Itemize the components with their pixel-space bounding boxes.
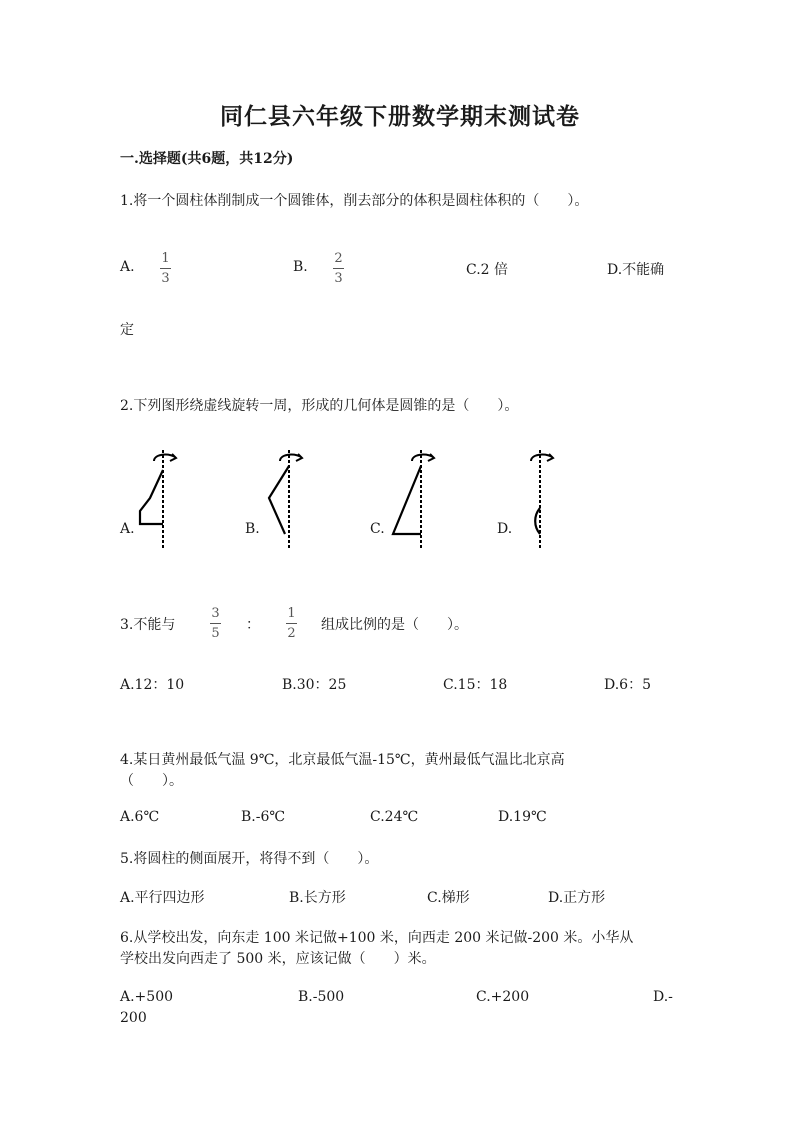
q1-option-b-fraction (333, 252, 344, 285)
q1-option-a-fraction (160, 252, 171, 285)
q3-colon: ： (246, 617, 260, 633)
q6-option-d-wrap: 200 (120, 1010, 147, 1026)
q4-option-b: B.-6℃ (241, 809, 286, 825)
q1-option-d: D.不能确 (607, 262, 665, 278)
q3-option-b: B.30：25 (282, 677, 347, 693)
fraction-numerator: 3 (211, 606, 220, 621)
question-3-stem-pre: 3.不能与 (120, 617, 176, 633)
q5-option-a: A.平行四边形 (120, 890, 205, 906)
question-1-stem: 1.将一个圆柱体削制成一个圆锥体，削去部分的体积是圆柱体积的（ ）。 (120, 193, 589, 209)
fraction-denominator: 5 (211, 626, 220, 641)
q6-option-d: D.- (653, 989, 673, 1005)
fraction-bar (160, 268, 171, 269)
fraction-denominator: 3 (161, 271, 170, 286)
question-6-stem-line1: 6.从学校出发，向东走 100 米记做+100 米，向西走 200 米记做-200 米。小华从 (120, 930, 634, 946)
shape-outline (393, 466, 421, 534)
q3-option-a: A.12：10 (120, 677, 185, 693)
question-6-stem-line2: 学校出发向西走了 500 米，应该记做（ ）米。 (120, 951, 436, 967)
q1-option-d-wrap: 定 (120, 322, 134, 338)
shape-outline (140, 470, 163, 524)
q2-figure-b (255, 448, 315, 558)
q2-figure-d (505, 448, 565, 558)
q1-option-b-label: B. (293, 259, 308, 275)
q2-figure-c (385, 448, 445, 558)
rotation-arrow-icon (412, 454, 434, 461)
q4-option-a: A.6℃ (120, 809, 160, 825)
q6-option-a: A.+500 (120, 989, 174, 1005)
fraction-numerator: 2 (334, 251, 343, 266)
q6-option-b: B.-500 (298, 989, 345, 1005)
page-title: 同仁县六年级下册数学期末测试卷 (220, 103, 580, 130)
q6-option-c: C.+200 (476, 989, 530, 1005)
q2-option-c-label: C. (370, 521, 385, 537)
question-3-stem-post: 组成比例的是（ ）。 (321, 617, 468, 633)
section-heading: 一.选择题(共6题，共12分) (120, 151, 294, 167)
q2-option-d-label: D. (497, 521, 513, 537)
fraction-numerator: 1 (287, 606, 296, 621)
fraction-bar (286, 623, 297, 624)
fraction-numerator: 1 (161, 251, 170, 266)
question-2-stem: 2.下列图形绕虚线旋转一周，形成的几何体是圆锥的是（ ）。 (120, 398, 519, 414)
q2-figure-a (130, 448, 190, 558)
q3-option-d: D.6：5 (604, 677, 651, 693)
q2-option-a-label: A. (120, 521, 135, 537)
fraction-bar (210, 623, 221, 624)
q5-option-d: D.正方形 (548, 890, 606, 906)
q4-option-c: C.24℃ (370, 809, 419, 825)
fraction-denominator: 2 (287, 626, 296, 641)
q3-option-c: C.15：18 (443, 677, 508, 693)
q3-fraction-1 (210, 607, 221, 640)
rotation-arrow-icon (280, 454, 302, 461)
q1-option-c: C.2 倍 (466, 262, 509, 278)
q4-option-d: D.19℃ (498, 809, 547, 825)
q5-option-c: C.梯形 (427, 890, 470, 906)
q1-option-a-label: A. (120, 259, 135, 275)
q5-option-b: B.长方形 (289, 890, 346, 906)
question-4-stem-line1: 4.某日黄州最低气温 9℃，北京最低气温-15℃，黄州最低气温比北京高 (120, 752, 565, 768)
question-5-stem: 5.将圆柱的侧面展开，将得不到（ ）。 (120, 851, 379, 867)
rotation-arrow-icon (531, 454, 553, 461)
fraction-denominator: 3 (334, 271, 343, 286)
question-4-stem-line2: （ ）。 (120, 773, 183, 789)
q3-fraction-2 (286, 607, 297, 640)
rotation-arrow-icon (154, 454, 176, 461)
fraction-bar (333, 268, 344, 269)
q2-option-b-label: B. (245, 521, 260, 537)
shape-outline (269, 466, 289, 534)
